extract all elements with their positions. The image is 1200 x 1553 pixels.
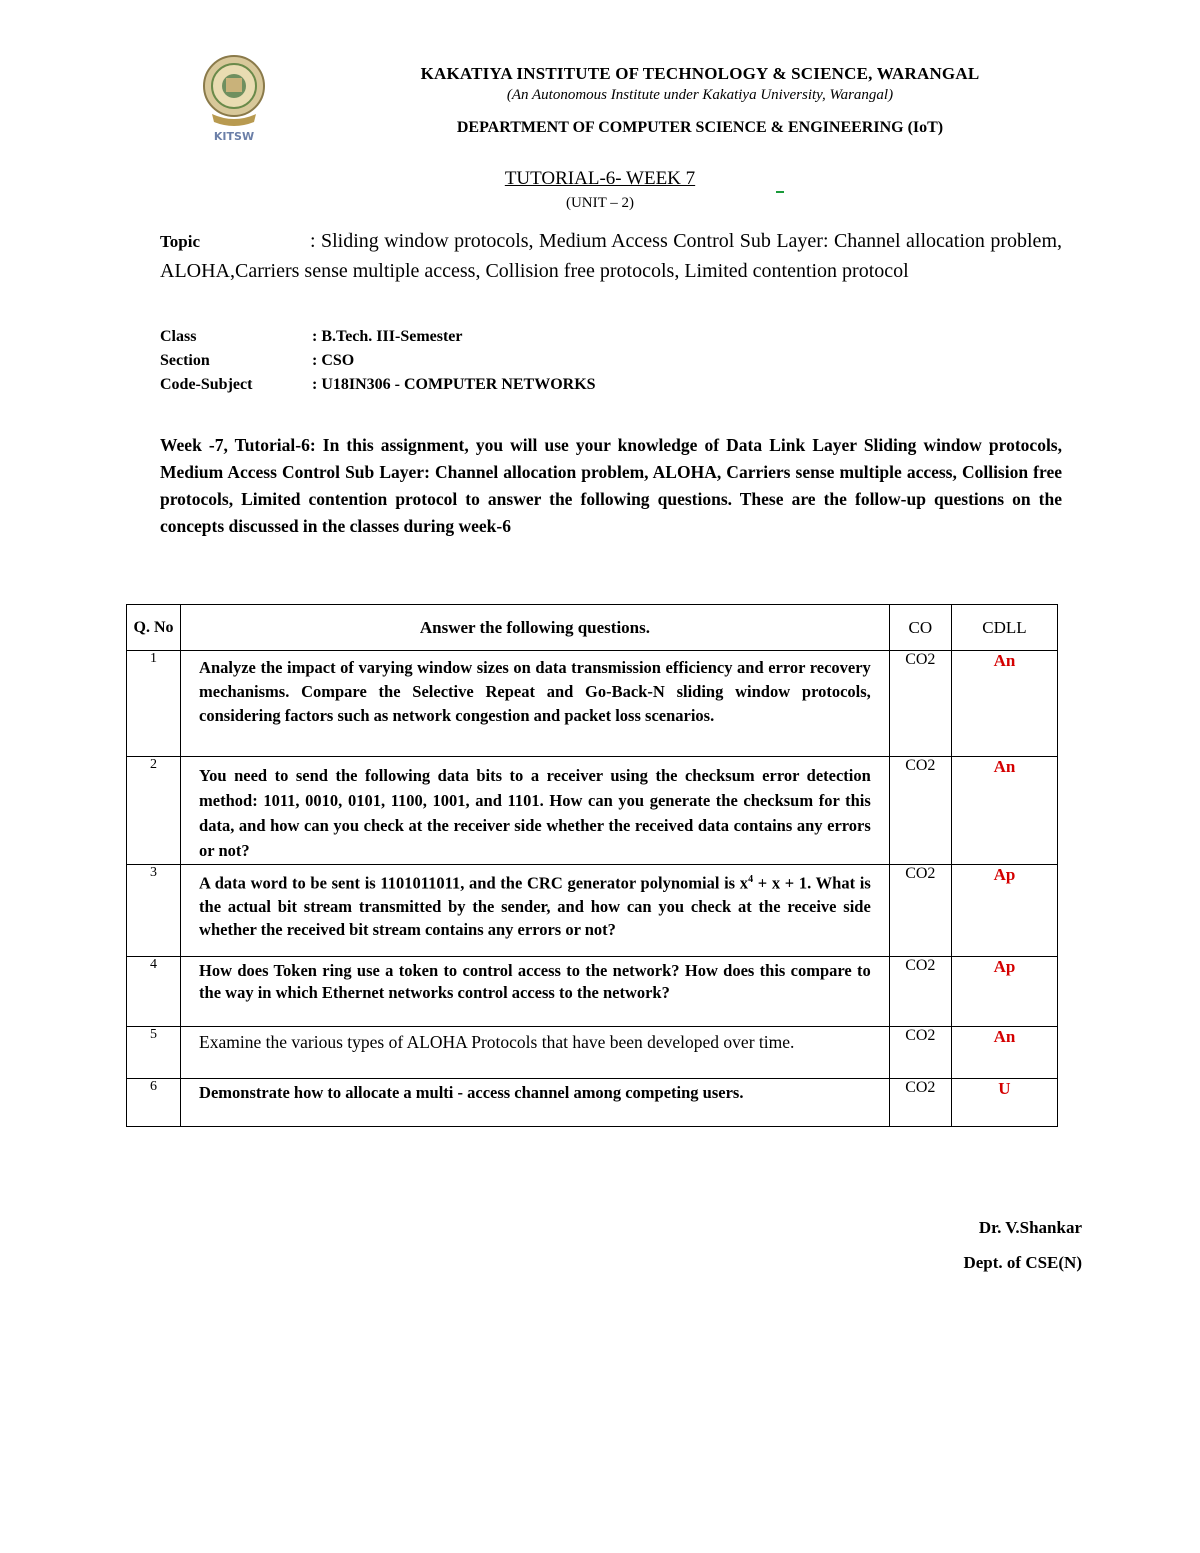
co-cell: CO2 xyxy=(889,957,951,1027)
unit-label: (UNIT – 2) xyxy=(565,195,635,211)
header-co: CO xyxy=(889,605,951,651)
question-text: How does Token ring use a token to control access to the network? How does this compare to the way in which Ethernet networks control access to the network? xyxy=(199,961,871,1002)
table-row xyxy=(127,757,1058,865)
question-text: Examine the various types of ALOHA Protocols that have been developed over time. xyxy=(199,1032,795,1052)
row-number: 1 xyxy=(127,651,181,757)
signature-name: Dr. V.Shankar xyxy=(978,1218,1082,1237)
question-text xyxy=(181,865,889,941)
question-text: Analyze the impact of varying window sizes on data transmission efficiency and error recovery mechanisms. Compare the Selective Repeat and Go-Back-N sliding window protocols, considering factors such as network congestion and packet loss scenarios. xyxy=(199,658,871,725)
table-row xyxy=(127,1027,1058,1079)
table-row xyxy=(127,651,1058,757)
table-header-row xyxy=(127,605,1058,651)
question-cell xyxy=(181,1027,890,1079)
table-row xyxy=(127,865,1058,957)
header-cdll: CDLL xyxy=(951,605,1057,651)
table-row xyxy=(127,1079,1058,1127)
question-cell xyxy=(181,957,890,1027)
topic-label: Topic xyxy=(160,232,201,251)
section-label: Section xyxy=(160,352,210,369)
question-cell xyxy=(181,757,890,865)
row-number: 3 xyxy=(127,865,181,957)
table-row xyxy=(127,957,1058,1027)
cdll-cell: Ap xyxy=(951,957,1057,1027)
questions-table xyxy=(126,604,1058,1127)
co-cell: CO2 xyxy=(889,1027,951,1079)
cdll-cell: An xyxy=(951,651,1057,757)
autonomous-note: (An Autonomous Institute under Kakatiya University, Warangal) xyxy=(506,87,894,103)
question-text-part2: + x + 1. What is the actual bit stream transmitted by the sender, and how can you check at the receive side whether the received bit stream contains any errors or not? xyxy=(199,873,871,939)
question-cell xyxy=(181,1079,890,1127)
class-value: : B.Tech. III-Semester xyxy=(312,328,463,345)
question-cell xyxy=(181,651,890,757)
row-number: 2 xyxy=(127,757,181,865)
institute-name: KAKATIYA INSTITUTE OF TECHNOLOGY & SCIENCE, WARANGAL xyxy=(420,64,980,83)
class-label: Class xyxy=(160,328,197,345)
co-cell: CO2 xyxy=(889,757,951,865)
code-subject-value: : U18IN306 - COMPUTER NETWORKS xyxy=(312,376,596,393)
tutorial-title xyxy=(0,168,1200,190)
signature-dept: Dept. of CSE(N) xyxy=(963,1253,1082,1272)
header-qno: Q. No xyxy=(127,605,181,651)
cdll-cell: Ap xyxy=(951,865,1057,957)
tutorial-title-text: TUTORIAL-6- WEEK 7 xyxy=(504,168,696,189)
question-text-part1: A data word to be sent is 1101011011, and the CRC generator polynomial is x xyxy=(199,873,749,893)
cdll-cell: An xyxy=(951,757,1057,865)
row-number: 5 xyxy=(127,1027,181,1079)
question-cell xyxy=(181,865,890,957)
intro-paragraph: Week -7, Tutorial-6: In this assignment, you will use your knowledge of Data Link Layer Sliding window protocols, Medium Access Control Sub Layer: Channel allocation problem, ALOHA, Carriers sense multiple access, Collision free protocols, Limited contention protocol to answer the following questions. These are the follow-up questions on the concepts discussed in the classes during week-6 xyxy=(160,435,1062,536)
section-value: : CSO xyxy=(312,352,355,369)
logo-text: KITSW xyxy=(213,130,255,143)
co-cell: CO2 xyxy=(889,865,951,957)
topic-text: : Sliding window protocols, Medium Access Control Sub Layer: Channel allocation problem, ALOHA,Carriers sense multiple access, Collision free protocols, Limited contention protocol xyxy=(160,230,1062,282)
co-cell: CO2 xyxy=(889,651,951,757)
cdll-cell: U xyxy=(951,1079,1057,1127)
question-text: Demonstrate how to allocate a multi - access channel among competing users. xyxy=(199,1083,744,1102)
green-mark xyxy=(776,191,784,193)
row-number: 4 xyxy=(127,957,181,1027)
department-name: DEPARTMENT OF COMPUTER SCIENCE & ENGINEERING (IoT) xyxy=(456,119,944,136)
code-subject-label: Code-Subject xyxy=(160,376,253,393)
row-number: 6 xyxy=(127,1079,181,1127)
header-question: Answer the following questions. xyxy=(181,605,890,651)
cdll-cell: An xyxy=(951,1027,1057,1079)
question-text: You need to send the following data bits to a receiver using the checksum error detection method: 1011, 0010, 0101, 1100, 1001, and 1101. How can you generate the checksum for this data, and how can you check at the receiver side whether the received data contains any errors or not? xyxy=(199,766,871,860)
exponent: 4 xyxy=(748,874,754,885)
co-cell: CO2 xyxy=(889,1079,951,1127)
